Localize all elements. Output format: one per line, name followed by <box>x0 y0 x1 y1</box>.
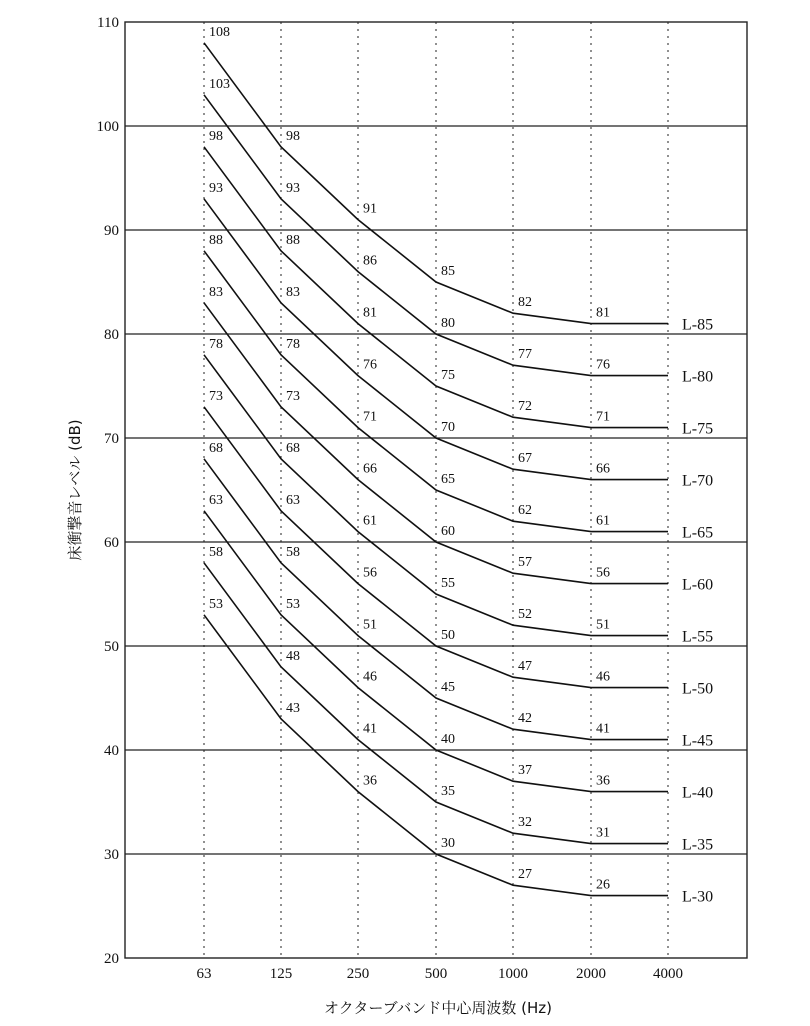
y-tick-label: 110 <box>97 15 119 31</box>
data-label: 93 <box>209 180 223 196</box>
data-label: 67 <box>518 451 532 467</box>
data-label: 93 <box>286 180 300 196</box>
curve-labels <box>682 317 713 906</box>
x-axis-title: オクターブバンド中心周波数 (Hz) <box>323 999 553 1017</box>
curve-name-label: L-80 <box>682 368 714 386</box>
data-label: 58 <box>286 544 300 560</box>
data-label: 66 <box>596 461 610 477</box>
y-tick-label: 50 <box>104 639 119 655</box>
data-label: 82 <box>518 295 532 311</box>
curve-name-label: L-45 <box>682 732 714 750</box>
data-label: 47 <box>518 659 532 675</box>
curve-name-label: L-60 <box>682 576 714 594</box>
data-label: 32 <box>518 815 532 831</box>
data-label: 78 <box>209 336 223 352</box>
curve-name-label: L-55 <box>682 628 714 646</box>
y-tick-label: 100 <box>96 119 119 135</box>
data-label: 46 <box>596 669 610 685</box>
curve-name-label: L-50 <box>682 680 714 698</box>
data-label: 80 <box>441 316 455 331</box>
value-labels <box>209 25 610 893</box>
x-tick-label: 2000 <box>576 966 606 982</box>
data-label: 103 <box>209 76 230 92</box>
curve-name-label: L-75 <box>682 420 714 438</box>
data-label: 30 <box>441 836 455 851</box>
data-label: 50 <box>441 628 455 643</box>
y-tick-label: 30 <box>104 847 119 863</box>
data-label: 31 <box>596 825 610 841</box>
data-label: 73 <box>286 388 300 404</box>
x-tick-label: 250 <box>346 966 370 982</box>
data-label: 81 <box>596 305 610 321</box>
data-label: 61 <box>363 513 377 529</box>
y-axis-title: 床衝撃音レベル (dB) <box>66 419 84 561</box>
y-tick-label: 60 <box>104 535 119 551</box>
data-label: 56 <box>596 565 610 581</box>
curve-name-label: L-30 <box>682 888 714 906</box>
data-label: 78 <box>286 336 300 352</box>
y-tick-label: 90 <box>104 223 119 239</box>
curve-name-label: L-70 <box>682 472 714 490</box>
data-label: 88 <box>209 232 223 248</box>
data-label: 53 <box>286 596 300 612</box>
curve-name-label: L-65 <box>682 524 714 542</box>
data-label: 86 <box>363 253 377 269</box>
data-label: 91 <box>363 201 377 217</box>
data-label: 73 <box>209 388 223 404</box>
x-tick-label: 500 <box>424 966 448 982</box>
y-tick-label: 40 <box>104 743 119 759</box>
y-tick-labels <box>97 15 120 967</box>
data-label: 85 <box>441 264 455 279</box>
data-label: 41 <box>596 721 610 737</box>
x-tick-label: 1000 <box>498 966 528 982</box>
data-label: 36 <box>363 773 377 789</box>
curve-name-label: L-40 <box>682 784 714 802</box>
data-label: 76 <box>596 357 610 373</box>
data-label: 60 <box>441 524 455 539</box>
data-label: 61 <box>596 513 610 529</box>
data-label: 26 <box>596 877 610 893</box>
data-label: 43 <box>286 700 300 716</box>
x-tick-label: 63 <box>196 966 212 982</box>
y-tick-label: 70 <box>104 431 119 447</box>
data-label: 58 <box>209 544 223 560</box>
data-label: 83 <box>286 284 300 300</box>
data-label: 51 <box>596 617 610 633</box>
data-label: 35 <box>441 784 455 799</box>
data-label: 83 <box>209 284 223 300</box>
data-label: 71 <box>596 409 610 425</box>
data-label: 52 <box>518 607 532 623</box>
y-tick-label: 80 <box>104 327 119 343</box>
data-label: 45 <box>441 680 455 695</box>
data-label: 98 <box>286 128 300 144</box>
curve-name-label: L-35 <box>682 836 714 854</box>
data-label: 36 <box>596 773 610 789</box>
curve-name-label: L-85 <box>682 316 714 334</box>
data-label: 108 <box>209 24 230 40</box>
data-label: 72 <box>518 399 532 415</box>
x-tick-labels <box>197 966 684 982</box>
data-label: 77 <box>518 347 532 363</box>
data-label: 88 <box>286 232 300 248</box>
data-label: 55 <box>441 576 455 591</box>
data-label: 98 <box>209 128 223 144</box>
x-tick-label: 125 <box>269 966 293 982</box>
data-label: 63 <box>209 492 223 508</box>
x-tick-label: 4000 <box>653 966 683 982</box>
data-label: 56 <box>363 565 377 581</box>
data-label: 68 <box>286 440 300 456</box>
data-label: 70 <box>441 420 455 435</box>
data-label: 68 <box>209 440 223 456</box>
data-label: 71 <box>363 409 377 425</box>
data-label: 37 <box>518 763 532 779</box>
data-label: 41 <box>363 721 377 737</box>
data-label: 46 <box>363 669 377 685</box>
data-label: 63 <box>286 492 300 508</box>
data-label: 27 <box>518 867 532 883</box>
data-label: 51 <box>363 617 377 633</box>
data-label: 40 <box>441 732 455 747</box>
data-label: 62 <box>518 503 532 519</box>
y-tick-label: 20 <box>104 951 119 967</box>
data-label: 48 <box>286 648 300 664</box>
data-label: 53 <box>209 596 223 612</box>
data-label: 57 <box>518 555 532 571</box>
data-label: 42 <box>518 711 532 727</box>
data-label: 66 <box>363 461 377 477</box>
data-label: 75 <box>441 368 455 383</box>
data-label: 65 <box>441 472 455 487</box>
data-label: 81 <box>363 305 377 321</box>
data-label: 76 <box>363 357 377 373</box>
